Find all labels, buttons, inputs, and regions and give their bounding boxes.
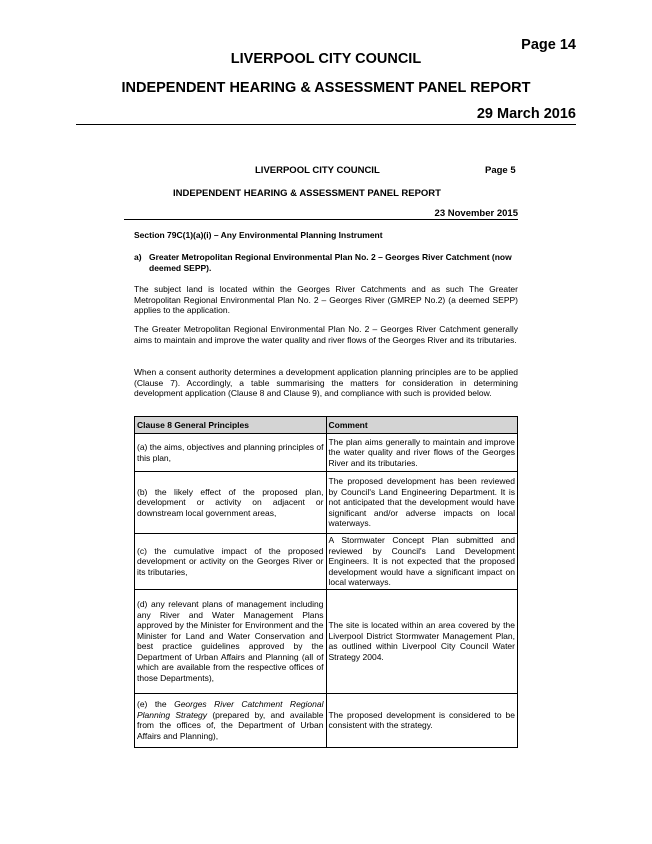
principle-suffix: (prepared by, and available from the offices of, the Department of Urban Affairs and Planning),	[137, 709, 324, 741]
inner-report-date: 23 November 2015	[434, 208, 518, 219]
comment-cell: The plan aims generally to maintain and improve the water quality and river flows of the Georges River and its tributaries.	[326, 434, 518, 472]
report-title: INDEPENDENT HEARING & ASSESSMENT PANEL REPORT	[121, 80, 531, 96]
inner-council-name: LIVERPOOL CITY COUNCIL	[255, 165, 380, 176]
paragraph-2: The Greater Metropolitan Regional Environmental Plan No. 2 – Georges River Catchment generally aims to maintain and improve the water quality and river flows of the Georges River and its tributaries.	[134, 324, 518, 345]
item-a-title: Greater Metropolitan Regional Environmental Plan No. 2 – Georges River Catchment (now deemed SEPP).	[149, 252, 512, 273]
table-row	[135, 434, 518, 472]
header-divider	[76, 124, 576, 125]
table-row	[135, 693, 518, 747]
section-heading: Section 79C(1)(a)(i) – Any Environmental Planning Instrument	[134, 230, 383, 240]
principle-cell	[135, 693, 327, 747]
comment-cell: A Stormwater Concept Plan submitted and reviewed by Council's Land Development Engineers. It is not expected that the proposed development would have a significant impact on local waterways.	[326, 534, 518, 590]
council-name: LIVERPOOL CITY COUNCIL	[230, 51, 422, 67]
item-a-heading	[134, 252, 518, 273]
principle-cell: (c) the cumulative impact of the proposed development or activity on the Georges River or its tributaries,	[135, 534, 327, 590]
header-comment: Comment	[326, 417, 518, 434]
principle-cell: (b) the likely effect of the proposed plan, development or activity on adjacent or downstream local government areas,	[135, 472, 327, 534]
header-principles: Clause 8 General Principles	[135, 417, 327, 434]
comment-cell: The site is located within an area covered by the Liverpool District Stormwater Management Plan, as outlined within Liverpool City Council Water Strategy 2004.	[326, 589, 518, 693]
principles-table	[134, 416, 518, 748]
table-row	[135, 534, 518, 590]
report-date: 29 March 2016	[476, 106, 576, 122]
table-header-row	[135, 417, 518, 434]
inner-header-divider	[124, 219, 518, 220]
paragraph-3: When a consent authority determines a development application planning principles are to be applied (Clause 7). Accordingly, a table summarising the matters for consideration in determining development application (Clause 8 and Clause 9), and compliance with such is provided below.	[134, 367, 518, 398]
principle-prefix: (e) the	[137, 699, 175, 709]
item-a-label: a)	[134, 252, 142, 262]
comment-cell: The proposed development has been reviewed by Council's Land Engineering Department. It is not anticipated that the development would have significant and/or adverse impacts on local waterways.	[326, 472, 518, 534]
principle-cell: (d) any relevant plans of management including any River and Water Management Plans approved by the Minister for Environment and the Minister for Land and Water Conservation and best practice guidelines approved by the Department of Urban Affairs and Planning (all of which are available from the respective offices of those Departments),	[135, 589, 327, 693]
table-row	[135, 589, 518, 693]
page-number: Page 14	[521, 37, 576, 53]
paragraph-1: The subject land is located within the Georges River Catchments and as such The Greater Metropolitan Regional Environmental Plan No. 2 – Georges River (GMREP No.2) (a deemed SEPP) applies to the application.	[134, 284, 518, 315]
inner-report-title: INDEPENDENT HEARING & ASSESSMENT PANEL REPORT	[173, 188, 441, 199]
table-row	[135, 472, 518, 534]
inner-page-number: Page 5	[485, 165, 516, 176]
principle-cell: (a) the aims, objectives and planning principles of this plan,	[135, 434, 327, 472]
comment-cell: The proposed development is considered to be consistent with the strategy.	[326, 693, 518, 747]
principle-italic: Georges River Catchment Regional Planning Strategy	[137, 699, 324, 720]
